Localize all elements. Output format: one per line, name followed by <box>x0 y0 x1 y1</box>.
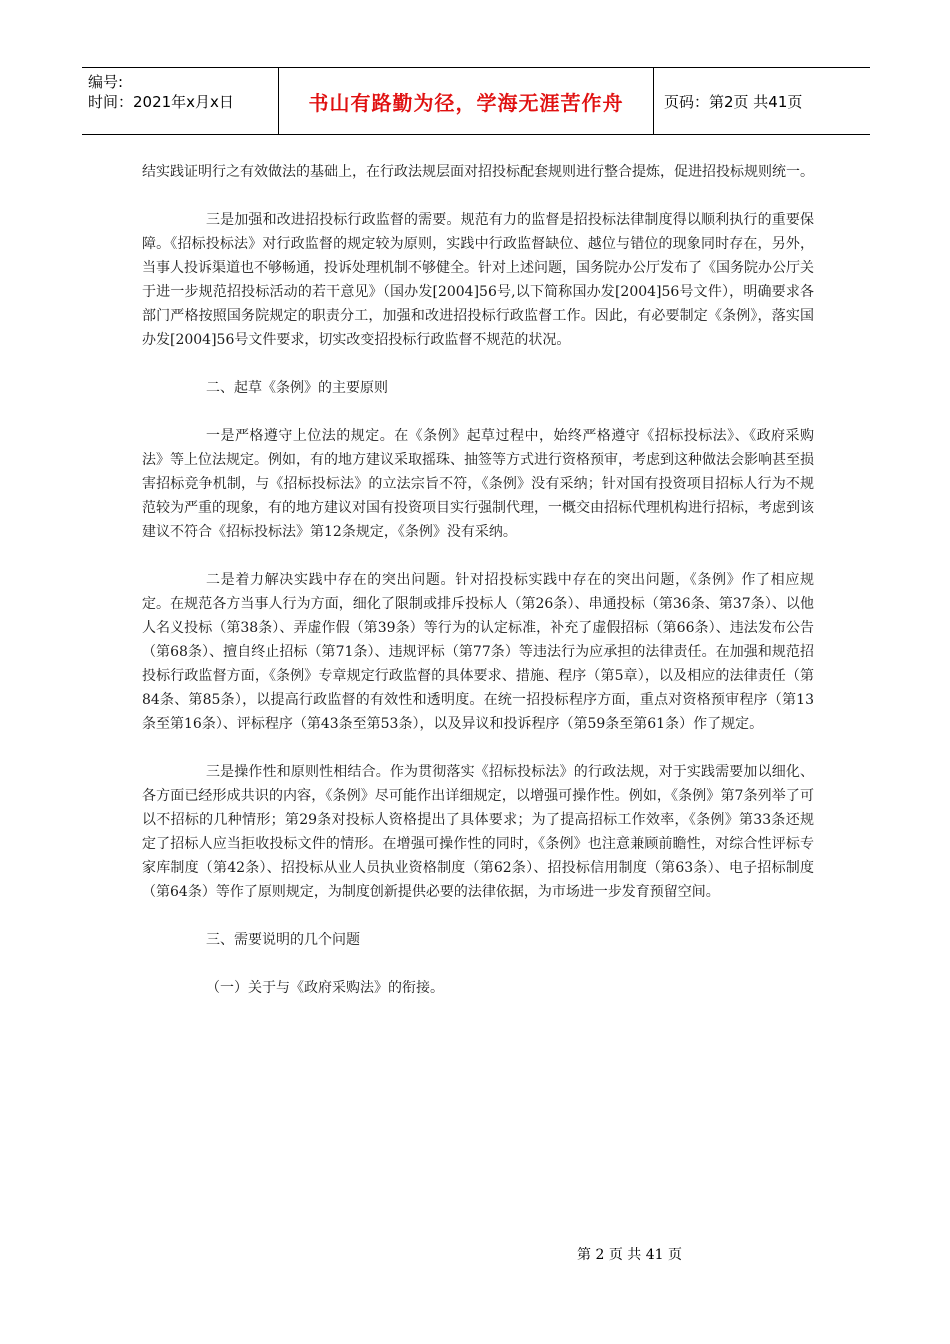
section-heading-principles: 二、起草《条例》的主要原则 <box>206 380 388 396</box>
code-label: 编号: <box>88 73 124 91</box>
document-body <box>142 160 814 1024</box>
header-motto: 书山有路勤为径，学海无涯苦作舟 <box>279 68 654 134</box>
header-meta <box>82 68 279 134</box>
date-label: 时间：2021年x月x日 <box>88 93 234 111</box>
subsection-heading-procurement: （一）关于与《政府采购法》的衔接。 <box>206 980 444 996</box>
header-page-label: 页码：第2页 共41页 <box>664 92 803 111</box>
paragraph-supervision-need: 三是加强和改进招投标行政监督的需要。规范有力的监督是招投标法律制度得以顺利执行的重要保障。《招标投标法》对行政监督的规定较为原则，实践中行政监督缺位、越位与错位的现象同时存在，另外，当事人投诉渠道也不够畅通，投诉处理机制不够健全。针对上述问题，国务院办公厅发布了《国务院办公厅关于进一步规范招投标活动的若干意见》（国办发[2004]56号,以下简称国办发[2004]56号文件），明确要求各部门严格按照国务院规定的职责分工，加强和改进招投标行政监督工作。因此，有必要制定《条例》，落实国办发[2004]56号文件要求，切实改变招投标行政监督不规范的状况。 <box>142 212 814 348</box>
page-header <box>82 67 870 135</box>
paragraph-principle-3: 三是操作性和原则性相结合。作为贯彻落实《招标投标法》的行政法规，对于实践需要加以细化、各方面已经形成共识的内容，《条例》尽可能作出详细规定，以增强可操作性。例如，《条例》第7条列举了可以不招标的几种情形；第29条对投标人资格提出了具体要求；为了提高招标工作效率，《条例》第33条还规定了招标人应当拒收投标文件的情形。在增强可操作性的同时，《条例》也注意兼顾前瞻性，对综合性评标专家库制度（第42条）、招投标从业人员执业资格制度（第62条）、招投标信用制度（第63条）、电子招标制度（第64条）等作了原则规定，为制度创新提供必要的法律依据，为市场进一步发育预留空间。 <box>142 764 814 900</box>
section-heading-issues: 三、需要说明的几个问题 <box>206 932 360 948</box>
paragraph-principle-2: 二是着力解决实践中存在的突出问题。针对招投标实践中存在的突出问题，《条例》作了相应规定。在规范各方当事人行为方面，细化了限制或排斥投标人（第26条）、串通投标（第36条、第37条）、以他人名义投标（第38条）、弄虚作假（第39条）等行为的认定标准，补充了虚假招标（第66条）、违法发布公告（第68条）、擅自终止招标（第71条）、违规评标（第77条）等违法行为应承担的法律责任。在加强和规范招投标行政监督方面，《条例》专章规定行政监督的具体要求、措施、程序（第5章），以及相应的法律责任（第84条、第85条），以提高行政监督的有效性和透明度。在统一招投标程序方面，重点对资格预审程序（第13条至第16条）、评标程序（第43条至第53条），以及异议和投诉程序（第59条至第61条）作了规定。 <box>142 572 814 732</box>
paragraph-principle-1: 一是严格遵守上位法的规定。在《条例》起草过程中，始终严格遵守《招标投标法》、《政府采购法》等上位法规定。例如，有的地方建议采取摇珠、抽签等方式进行资格预审，考虑到这种做法会影响甚至损害招标竞争机制，与《招标投标法》的立法宗旨不符，《条例》没有采纳；针对国有投资项目招标人行为不规范较为严重的现象，有的地方建议对国有投资项目实行强制代理，一概交由招标代理机构进行招标，考虑到该建议不符合《招标投标法》第12条规定，《条例》没有采纳。 <box>142 428 814 540</box>
paragraph-continuation: 结实践证明行之有效做法的基础上，在行政法规层面对招投标配套规则进行整合提炼，促进招投标规则统一。 <box>142 164 814 180</box>
page-footer: 第 2 页 共 41 页 <box>577 1247 682 1263</box>
